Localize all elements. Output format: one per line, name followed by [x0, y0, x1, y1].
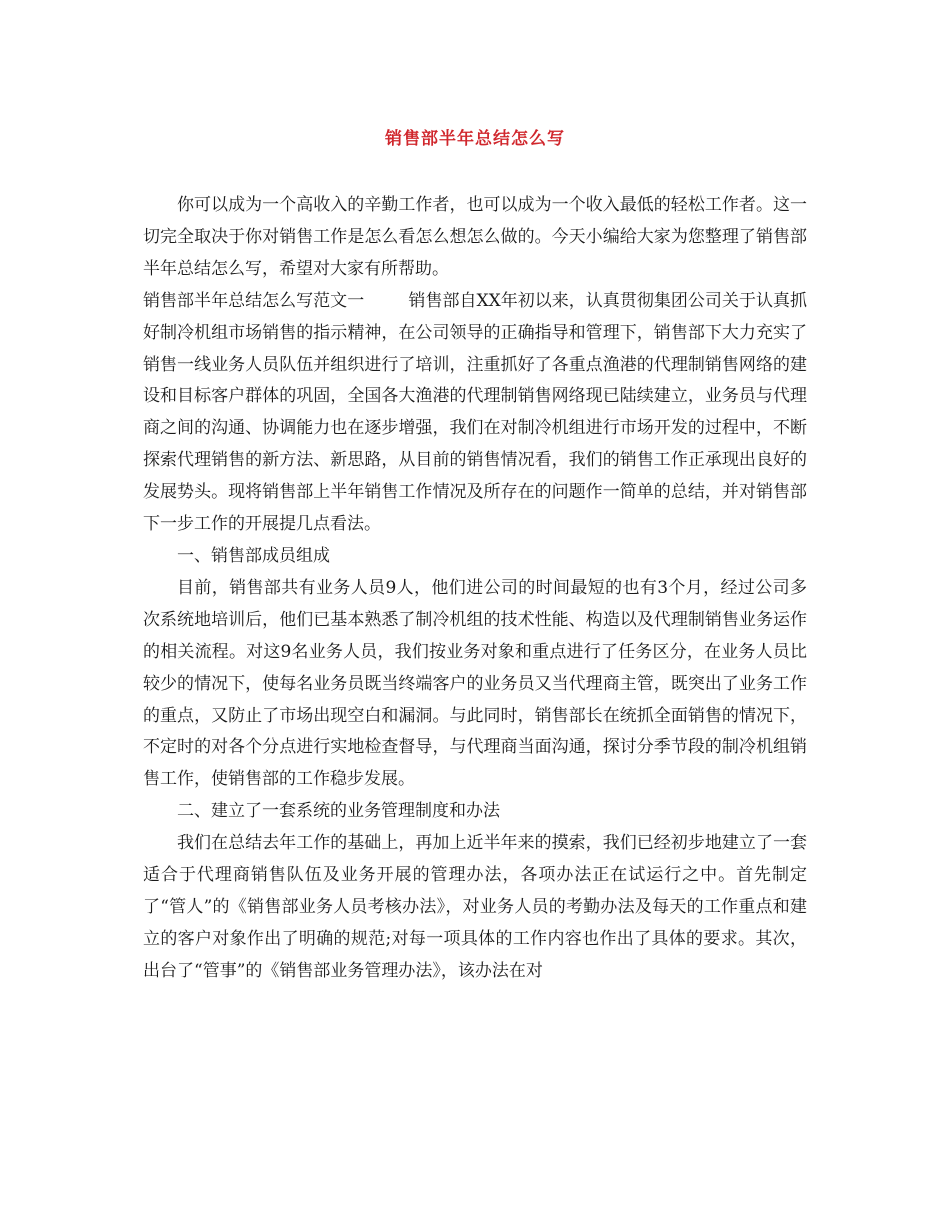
- sample-paragraph-text: 销售部自XX年初以来，认真贯彻集团公司关于认真抓好制冷机组市场销售的指示精神，在公司领导的正确指导和管理下，销售部下大力充实了销售一线业务人员队伍并组织进行了培训，注重抓好了各重点渔港的代理制销售网络的建设和目标客户群体的巩固，全国各大渔港的代理制销售网络现已陆续建立，业务员与代理商之间的沟通、协调能力也在逐步增强，我们在对制冷机组进行市场开发的过程中，不断探索代理销售的新方法、新思路，从目前的销售情况看，我们的销售工作正承现出良好的发展势头。现将销售部上半年销售工作情况及所存在的问题作一简单的总结，并对销售部下一步工作的开展提几点看法。: [143, 290, 807, 535]
- intro-paragraph: 你可以成为一个高收入的辛勤工作者，也可以成为一个收入最低的轻松工作者。这一切完全取决于你对销售工作是怎么看怎么想怎么做的。今天小编给大家为您整理了销售部半年总结怎么写，希望对大家有所帮助。: [143, 195, 807, 279]
- document-body: [143, 190, 807, 988]
- section-paragraph-2: 我们在总结去年工作的基础上，再加上近半年来的摸索，我们已经初步地建立了一套适合于代理商销售队伍及业务开展的管理办法，各项办法正在试运行之中。首先制定了“管人”的《销售部业务人员考核办法》，对业务人员的考勤办法及每天的工作重点和建立的客户对象作出了明确的规范;对每一项具体的工作内容也作出了具体的要求。其次，出台了“管事”的《销售部业务管理办法》，该办法在对: [143, 833, 807, 981]
- page-title: 销售部半年总结怎么写: [385, 129, 565, 149]
- sample-paragraph: [143, 286, 807, 541]
- section-heading-1: 一、销售部成员组成: [177, 545, 330, 566]
- section-heading-2: 二、建立了一套系统的业务管理制度和办法: [177, 801, 500, 822]
- sample-label: 销售部半年总结怎么写范文一: [143, 290, 365, 311]
- section-paragraph-1: 目前，销售部共有业务人员9人，他们进公司的时间最短的也有3个月，经过公司多次系统地培训后，他们已基本熟悉了制冷机组的技术性能、构造以及代理制销售业务运作的相关流程。对这9名业务人员，我们按业务对象和重点进行了任务区分，在业务人员比较少的情况下，使每名业务员既当终端客户的业务员又当代理商主管，既突出了业务工作的重点，又防止了市场出现空白和漏洞。与此同时，销售部长在统抓全面销售的情况下，不定时的对各个分点进行实地检查督导，与代理商当面沟通，探讨分季节段的制冷机组销售工作，使销售部的工作稳步发展。: [143, 577, 807, 790]
